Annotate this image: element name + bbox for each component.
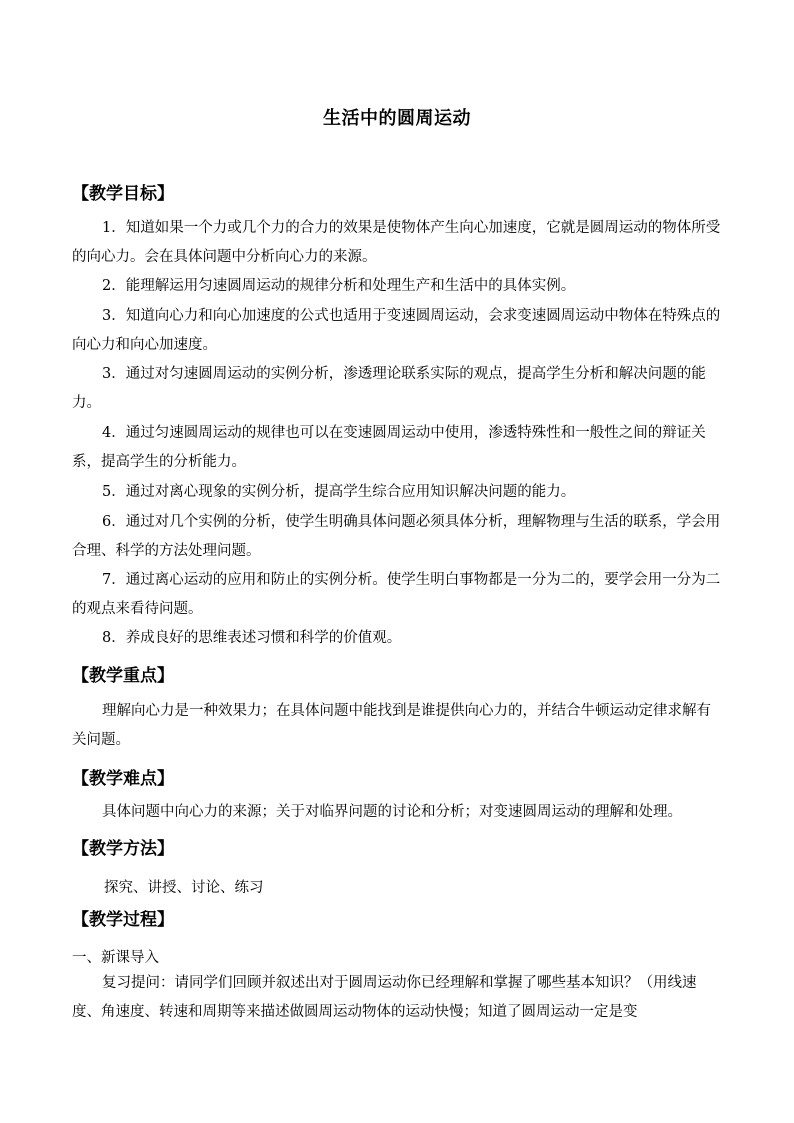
- document-title: 生活中的圆周运动: [323, 108, 471, 129]
- objective-item-5: 4．通过匀速圆周运动的规律也可以在变速圆周运动中使用，渗透特殊性和一般性之间的辩证关系，提高学生的分析能力。: [72, 425, 706, 470]
- objective-item-2: 2．能理解运用匀速圆周运动的规律分析和处理生产和生活中的具体实例。: [102, 278, 576, 294]
- heading-difficulties: 【教学难点】: [72, 769, 174, 789]
- heading-methods: 【教学方法】: [72, 839, 174, 859]
- objective-item-6: 5．通过对离心现象的实例分析，提高学生综合应用知识解决问题的能力。: [102, 484, 576, 500]
- objective-item-9: 8．养成良好的思维表述习惯和科学的价值观。: [102, 630, 402, 646]
- heading-objectives: 【教学目标】: [72, 184, 174, 204]
- methods-text: 探究、讲授、讨论、练习: [104, 880, 264, 896]
- objective-item-1: 1．知道如果一个力或几个力的合力的效果是使物体产生向心加速度，它就是圆周运动的物体所受的向心力。会在具体问题中分析向心力的来源。: [72, 220, 721, 265]
- objective-item-3: 3．知道向心力和向心加速度的公式也适用于变速圆周运动，会求变速圆周运动中物体在特殊点的向心力和向心加速度。: [72, 308, 721, 353]
- key-points-text: 理解向心力是一种效果力；在具体问题中能找到是谁提供向心力的，并结合牛顿运动定律求解有关问题。: [72, 703, 711, 748]
- process-subheading: 一、新课导入: [72, 950, 159, 966]
- objective-item-4: 3．通过对匀速圆周运动的实例分析，渗透理论联系实际的观点，提高学生分析和解决问题的能力。: [72, 366, 706, 411]
- objective-item-7: 6．通过对几个实例的分析，使学生明确具体问题必须具体分析，理解物理与生活的联系，学会用合理、科学的方法处理问题。: [72, 514, 721, 559]
- heading-process: 【教学过程】: [72, 910, 174, 930]
- objective-item-8: 7．通过离心运动的应用和防止的实例分析。使学生明白事物都是一分为二的，要学会用一分为二的观点来看待问题。: [72, 572, 721, 617]
- process-text: 复习提问：请同学们回顾并叙述出对于圆周运动你已经理解和掌握了哪些基本知识？（用线速度、角速度、转速和周期等来描述做圆周运动物体的运动快慢；知道了圆周运动一定是变: [72, 975, 697, 1020]
- difficulties-text: 具体问题中向心力的来源；关于对临界问题的讨论和分析；对变速圆周运动的理解和处理。: [102, 804, 682, 820]
- heading-key-points: 【教学重点】: [72, 666, 174, 686]
